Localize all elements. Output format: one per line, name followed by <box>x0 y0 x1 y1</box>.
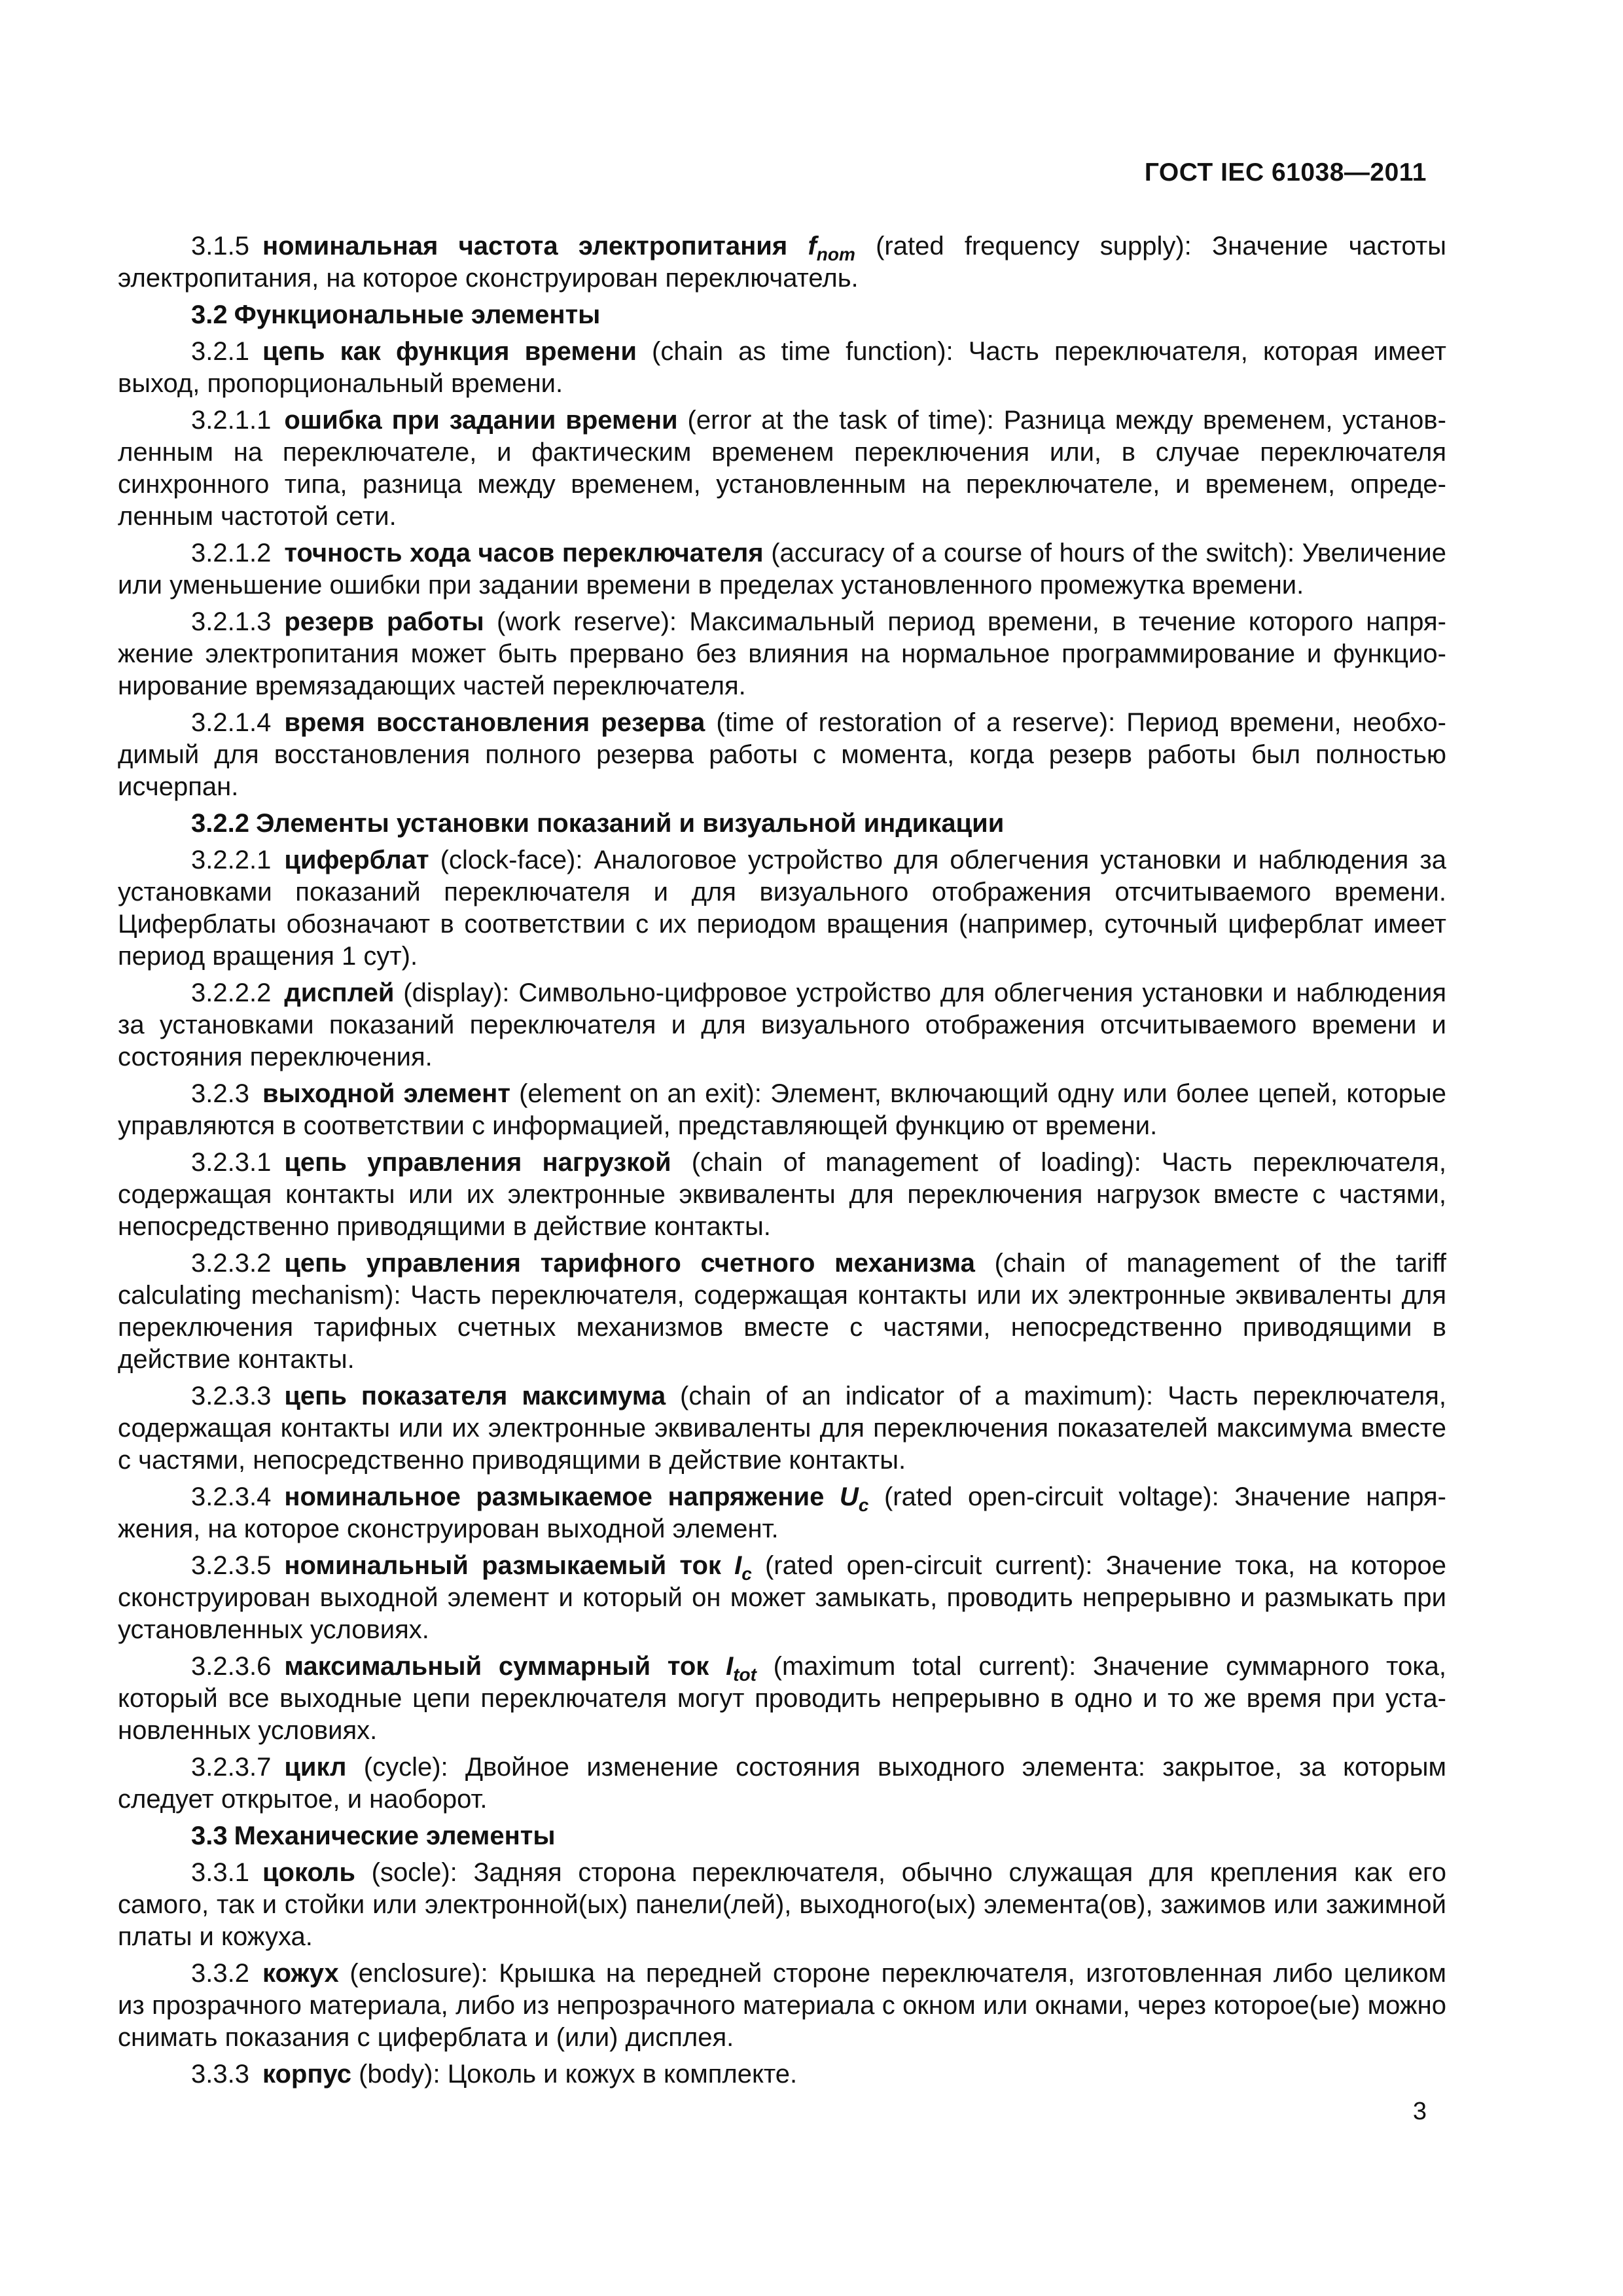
definition-paragraph <box>118 537 1446 601</box>
clause-number: 3.2.2 <box>191 809 249 838</box>
symbol-base: I <box>734 1551 742 1580</box>
definition-text: (display): Символьно-цифровое устройство для облегчения установки и наблюдения за установками показаний переключателя и для визуального отображения отсчитываемого времени и состояния переключения. <box>118 978 1446 1071</box>
term: цикл <box>284 1753 347 1782</box>
definition-text: (work reserve): Максимальный период времени, в течение которого напряжение электропитания может быть прервано без влияния на нормальное программирование и функционирование времязадающих частей переключателя. <box>118 607 1446 700</box>
term: цепь управления тарифного счетного механизма <box>284 1249 975 1278</box>
definition-text: (cycle): Двойное изменение состояния выходного элемента: закрытое, за которым следует открытое, и наоборот. <box>118 1753 1446 1814</box>
definition-text: (rated open-circuit voltage): Значение напряжения, на которое сконструирован выходной элемент. <box>118 1482 1446 1543</box>
symbol-subscript: tot <box>733 1664 757 1685</box>
definition-paragraph <box>118 1958 1446 2054</box>
definition-paragraph <box>118 336 1446 400</box>
definition-paragraph <box>118 1247 1446 1376</box>
term: резерв работы <box>284 607 484 636</box>
quantity-symbol <box>734 1551 752 1584</box>
symbol-base: U <box>839 1482 859 1511</box>
quantity-symbol <box>726 1652 757 1685</box>
definition-text: (element on an exit): Элемент, включающий одну или более цепей, которые управляются в соответствии с информацией, представляющей функцию от времени. <box>118 1079 1446 1140</box>
clause-number: 3.2 <box>191 300 228 329</box>
definition-paragraph <box>118 404 1446 533</box>
quantity-symbol <box>808 232 855 264</box>
term: номинальное размыкаемое напряжение <box>284 1482 825 1511</box>
symbol-subscript: nom <box>816 244 855 264</box>
clause-number: 3.3 <box>191 1821 228 1850</box>
term: максимальный суммарный ток <box>284 1652 709 1681</box>
definition-paragraph <box>118 230 1446 295</box>
definition-text: (chain of management of loading): Часть переключателя, содержащая контакты или их электронные эквиваленты для переключения нагрузок вместе с частями, непосредственно приводящими в действие контакты. <box>118 1148 1446 1241</box>
term: цепь показателя максимума <box>284 1382 666 1410</box>
section-heading <box>118 299 1446 331</box>
definition-text: (clock-face): Аналоговое устройство для облегчения установки и наблюдения за установками показаний переключателя и для визуального отображения отсчитываемого времени. Циферблаты обозначают в соответствии с их периодом вращения (например, суточный циферблат имеет период вращения 1 сут). <box>118 846 1446 971</box>
clause-number: 3.2.2.2 <box>191 978 272 1007</box>
definition-paragraph <box>118 707 1446 803</box>
term: номинальный размыкаемый ток <box>284 1551 721 1580</box>
section-heading <box>118 808 1446 840</box>
term: выходной элемент <box>262 1079 510 1108</box>
clause-number: 3.2.3.3 <box>191 1382 272 1410</box>
heading-title: Механические элементы <box>234 1821 556 1850</box>
definition-paragraph <box>118 2058 1446 2090</box>
heading-title: Элементы установки показаний и визуальной индикации <box>255 809 1005 838</box>
clause-number: 3.2.3.5 <box>191 1551 272 1580</box>
definition-text: (chain as time function): Часть переключателя, которая имеет выход, пропорциональный времени. <box>118 337 1446 398</box>
definition-text: (error at the task of time): Разница между временем, установленным на переключателе, и фактическим временем переключения или, в случае переключателя синхронного типа, разница между временем, установленным на переключателе, и временем, определенным частотой сети. <box>118 406 1446 531</box>
symbol-subscript: c <box>741 1564 752 1584</box>
definition-paragraph <box>118 1857 1446 1953</box>
clause-number: 3.2.1.4 <box>191 708 272 737</box>
definition-text: (socle): Задняя сторона переключателя, обычно служащая для крепления как его самого, так и стойки или электронной(ых) панели(лей), выходного(ых) элемента(ов), зажимов или зажимной платы и кожуха. <box>118 1858 1446 1951</box>
clause-number: 3.2.1 <box>191 337 249 366</box>
definition-paragraph <box>118 1380 1446 1477</box>
symbol-base: I <box>726 1652 734 1681</box>
definition-paragraph <box>118 1651 1446 1747</box>
section-heading <box>118 1820 1446 1852</box>
definition-paragraph <box>118 1550 1446 1646</box>
term: циферблат <box>284 846 429 874</box>
definition-paragraph <box>118 1147 1446 1243</box>
term: цепь как функция времени <box>262 337 637 366</box>
clause-number: 3.3.2 <box>191 1959 249 1988</box>
definition-paragraph <box>118 1078 1446 1142</box>
definition-paragraph <box>118 1751 1446 1816</box>
term: точность хода часов переключателя <box>284 539 764 567</box>
document-body <box>118 230 1446 2095</box>
clause-number: 3.2.3.2 <box>191 1249 272 1278</box>
clause-number: 3.2.3.1 <box>191 1148 272 1177</box>
definition-text: (maximum total current): Значение суммарного тока, который все выходные цепи переключателя могут проводить непрерывно в одно и то же время при установленных условиях. <box>118 1652 1446 1745</box>
term: номинальная частота электропитания <box>262 232 788 260</box>
clause-number: 3.3.3 <box>191 2060 249 2089</box>
heading-title: Функциональные элементы <box>234 300 601 329</box>
term: корпус <box>262 2060 351 2089</box>
definition-paragraph <box>118 606 1446 702</box>
definition-text: (time of restoration of a reserve): Период времени, необходимый для восстановления полного резерва работы с момента, когда резерв работы был полностью исчерпан. <box>118 708 1446 801</box>
term: цоколь <box>262 1858 355 1887</box>
definition-text: (chain of management of the tariff calculating mechanism): Часть переключателя, содержащая контакты или их электронные эквиваленты для переключения тарифных счетных механизмов вместе с частями, непосредственно приводящими в действие контакты. <box>118 1249 1446 1374</box>
clause-number: 3.2.1.1 <box>191 406 272 435</box>
clause-number: 3.3.1 <box>191 1858 249 1887</box>
definition-text: (enclosure): Крышка на передней стороне переключателя, изготовленная либо целиком из прозрачного материала, либо из непрозрачного материала с окном или окнами, через которое(ые) можно снимать показания с циферблата и (или) дисплея. <box>118 1959 1446 2052</box>
term: цепь управления нагрузкой <box>284 1148 671 1177</box>
definition-text: (chain of an indicator of a maximum): Часть переключателя, содержащая контакты или их электронные эквиваленты для переключения показателей максимума вместе с частями, непосредственно приводящими в действие контакты. <box>118 1382 1447 1475</box>
clause-number: 3.2.1.3 <box>191 607 272 636</box>
clause-number: 3.2.1.2 <box>191 539 272 567</box>
definition-paragraph <box>118 844 1446 973</box>
definition-paragraph <box>118 977 1446 1073</box>
definition-paragraph <box>118 1481 1446 1545</box>
term: дисплей <box>284 978 395 1007</box>
symbol-subscript: c <box>858 1495 869 1515</box>
page-number: 3 <box>1412 2098 1427 2125</box>
symbol-base: f <box>808 232 817 260</box>
standard-code-header: ГОСТ IEC 61038—2011 <box>1144 158 1427 187</box>
definition-text: (rated open-circuit current): Значение тока, на которое сконструирован выходной элемент и который он может замыкать, проводить непрерывно и размыкать при установленных условиях. <box>118 1551 1446 1644</box>
definition-text: (accuracy of a course of hours of the switch): Увеличение или уменьшение ошибки при задании времени в пределах установленного промежутка времени. <box>118 539 1446 600</box>
clause-number: 3.2.3.6 <box>191 1652 272 1681</box>
clause-number: 3.2.2.1 <box>191 846 272 874</box>
clause-number: 3.2.3.4 <box>191 1482 272 1511</box>
term: время восстановления резерва <box>284 708 705 737</box>
clause-number: 3.2.3.7 <box>191 1753 272 1782</box>
clause-number: 3.1.5 <box>191 232 249 260</box>
term: кожух <box>262 1959 339 1988</box>
quantity-symbol <box>839 1482 869 1515</box>
definition-text: (rated frequency supply): Значение частоты электропитания, на которое сконструирован переключатель. <box>118 232 1446 293</box>
clause-number: 3.2.3 <box>191 1079 249 1108</box>
definition-text: (body): Цоколь и кожух в комплекте. <box>351 2060 798 2089</box>
term: ошибка при задании времени <box>284 406 678 435</box>
